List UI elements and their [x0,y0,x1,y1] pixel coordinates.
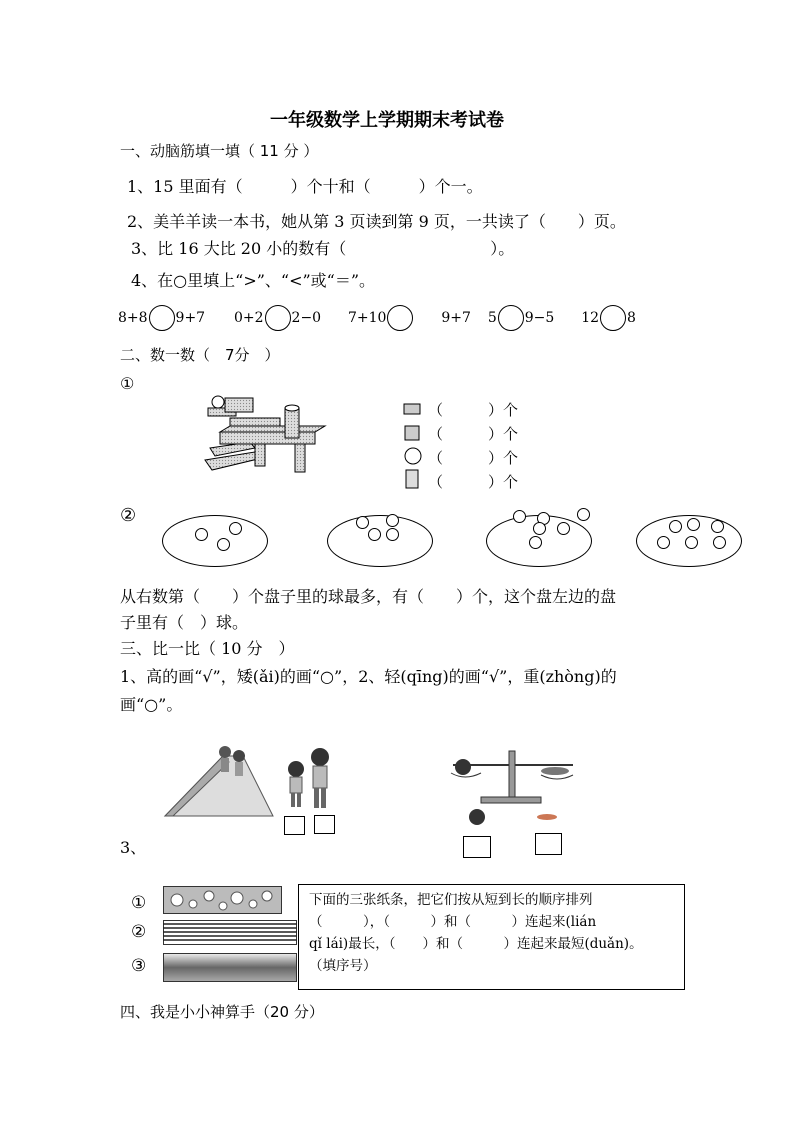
sphere-icon [405,448,421,464]
ball [687,518,700,531]
shape-icons [402,400,426,490]
question-3-1-line2: 画“○”。 [120,695,183,714]
strip-text-line3: qǐ lái)最长，（ ）和（ ）连起来最短(duǎn)。 [309,936,643,952]
strip-text-line1: 下面的三张纸条，把它们按从短到长的顺序排列 [309,892,593,908]
compare-left: 7+10 [348,310,387,326]
question-3-3-label: 3、 [120,838,147,857]
plate [486,515,592,567]
compare-circle[interactable] [498,305,524,331]
answer-box-radish[interactable] [463,836,491,858]
ball [195,528,208,541]
strip-label-3: ③ [131,956,147,976]
strip-2-lined [163,920,298,946]
section1-heading: 一、动脑筋填一填（ 11 分 ） [120,142,319,160]
ball [368,528,381,541]
question-1-3: 3、比 16 大比 20 小的数有（ ）。 [131,239,515,258]
question-1-1: 1、15 里面有（ ）个十和（ ）个一。 [127,177,483,196]
marker-2: ② [120,505,137,526]
count-cuboid: （ ）个 [428,401,519,419]
ball [529,536,542,549]
compare-left: 0+2 [234,310,264,326]
question-1-4: 4、在○里填上“>”、“<”或“＝”。 [131,271,376,290]
ball [711,520,724,533]
compare-right: 2−0 [291,310,322,326]
ball [657,536,670,549]
compare-circle[interactable] [387,305,413,331]
compare-circle[interactable] [600,305,626,331]
plates-question-line1: 从右数第（ ）个盘子里的球最多，有（ ）个，这个盘左边的盘 [120,587,617,606]
strip-label-1: ① [131,893,147,913]
answer-box-tall[interactable] [314,815,335,834]
cylinder-icon [406,470,418,488]
section2-heading: 二、数一数（ 7分 ） [120,346,280,364]
marker-1: ① [120,374,135,393]
strip-label-2: ② [131,922,147,942]
ball [533,522,546,535]
plate [162,515,268,567]
compare-right: 9+7 [175,310,206,326]
ball [217,538,230,551]
strip-text-line2: （ ），（ ）和（ ）连起来(lián [309,914,597,930]
section3-heading: 三、比一比（ 10 分 ） [120,639,295,658]
ball [577,508,590,521]
plate [636,515,742,567]
strip-question-box [298,884,685,990]
plate [327,515,433,567]
ball [685,536,698,549]
section4-heading: 四、我是小小神算手（20 分） [120,1003,324,1021]
compare-left: 8+8 [118,310,148,326]
answer-box-short[interactable] [284,816,305,835]
cuboid-icon [404,404,420,414]
cube-icon [405,426,419,440]
plates-question-line2: 子里有（ ）球。 [120,613,249,632]
question-3-1-line1: 1、高的画“√”，矮(ǎi)的画“○”，2、轻(qīng)的画“√”，重(zhòng)的 [120,667,617,686]
count-cube: （ ）个 [428,425,519,443]
ball [557,522,570,535]
compare-circle[interactable] [265,305,291,331]
compare-right: 9−5 [524,310,555,326]
compare-left: 9+7 [441,310,471,326]
ball [713,536,726,549]
strip-text-line4: （填序号） [309,958,377,974]
compare-circle[interactable] [149,305,175,331]
ball [356,516,369,529]
count-cylinder: （ ）个 [428,473,519,491]
compare-right: 8 [627,310,636,326]
two-boys-illustration [282,745,338,811]
ball [386,528,399,541]
ball [386,514,399,527]
strip-1-dotted [163,886,283,914]
answer-box-carrot[interactable] [535,833,562,855]
ball [229,522,242,535]
compare-left: 5 [487,310,497,326]
compare-left: 12 [581,310,600,326]
ball [669,520,682,533]
scale-illustration [445,745,580,829]
compare-row [118,305,636,331]
question-1-2: 2、美羊羊读一本书，她从第 3 页读到第 9 页，一共读了（ ）页。 [127,212,626,231]
strip-3-gradient [163,953,298,983]
ball [513,510,526,523]
count-sphere: （ ）个 [428,449,519,467]
slide-illustration [163,738,275,818]
page-title: 一年级数学上学期期末考试卷 [270,110,504,131]
blocks-illustration [200,390,330,480]
